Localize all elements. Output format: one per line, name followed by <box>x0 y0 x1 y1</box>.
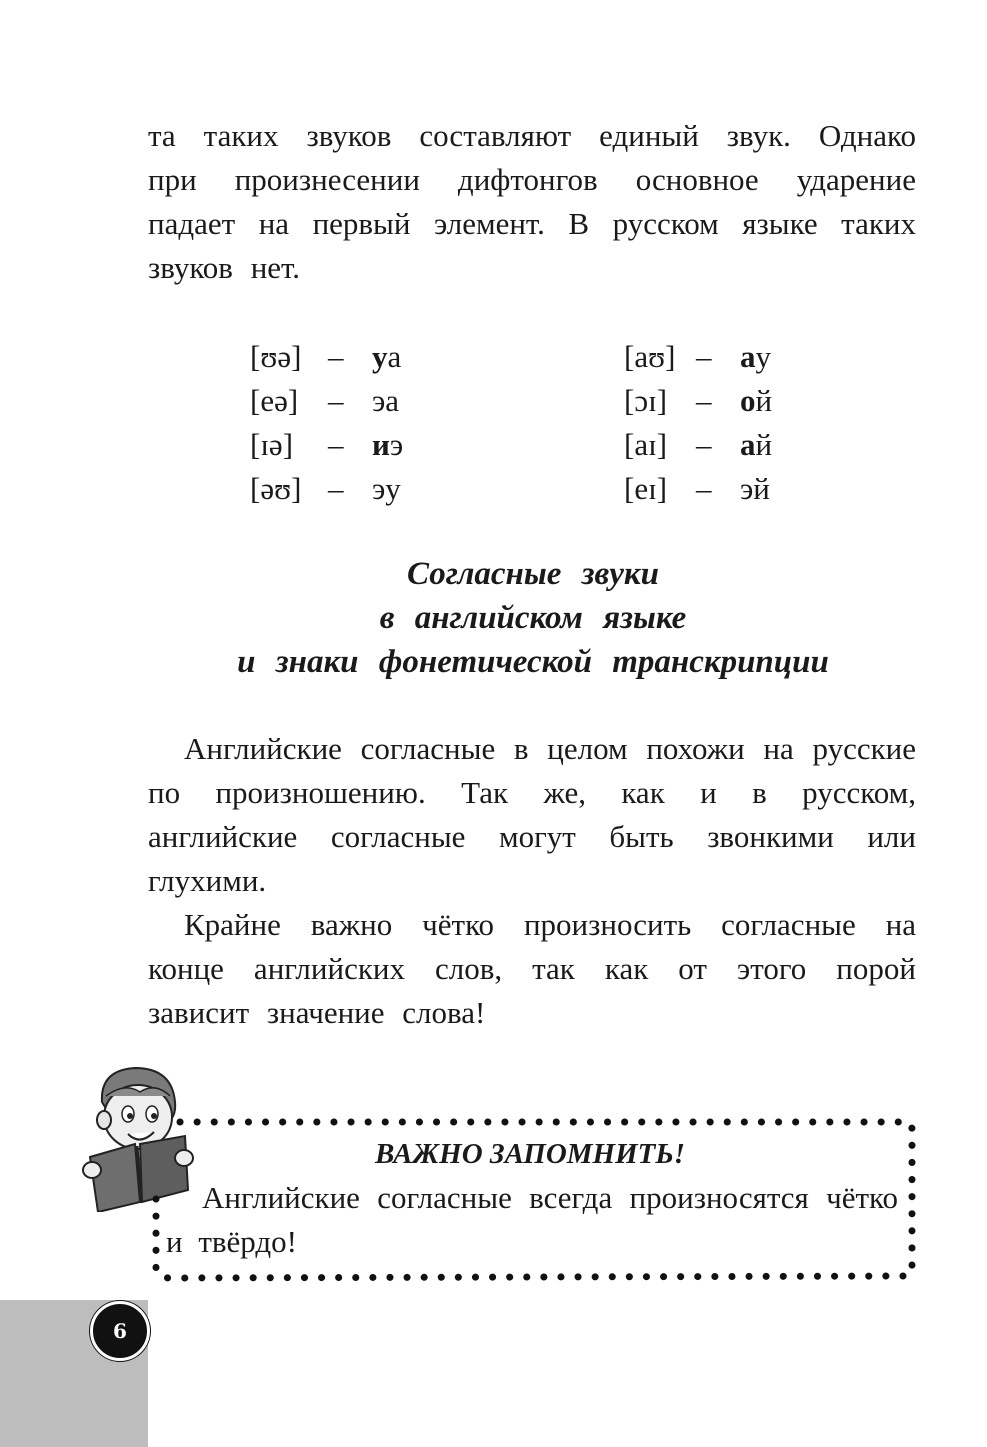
heading-line: Согласные звуки <box>406 556 660 592</box>
note-text: Английские согласные всегда произносятся чётко и твёрдо! <box>166 1180 898 1259</box>
stressed-letter: а <box>740 339 756 374</box>
dash: – <box>696 427 712 462</box>
unstressed-letters: у <box>755 339 771 374</box>
dash: – <box>328 427 344 462</box>
ipa-symbol: [eɪ] <box>624 471 668 506</box>
russian-approximation <box>740 467 770 511</box>
russian-approximation <box>740 335 771 379</box>
dash: – <box>696 471 712 506</box>
ipa-symbol: [ɪə] <box>250 427 294 462</box>
diphthong-row <box>250 335 810 379</box>
unstressed-letters: й <box>755 383 773 418</box>
russian-approximation <box>372 335 401 379</box>
section-heading <box>148 552 918 684</box>
diphthong-table <box>250 335 810 511</box>
russian-approximation <box>372 379 399 423</box>
dash: – <box>328 339 344 374</box>
paragraph: Крайне важно чётко произносить согласные на конце английских слов, так как от этого порой зависит значение слова! <box>148 907 916 1030</box>
stressed-letter: о <box>740 383 756 418</box>
ipa-symbol: [aɪ] <box>624 427 668 462</box>
stressed-letter: у <box>372 339 388 374</box>
diphthong-row <box>250 423 810 467</box>
body-paragraphs <box>148 727 916 1035</box>
diphthong-row <box>250 467 810 511</box>
intro-paragraph <box>148 114 916 290</box>
russian-approximation <box>740 423 772 467</box>
dash: – <box>696 383 712 418</box>
ipa-symbol: [eə] <box>250 383 299 418</box>
russian-approximation <box>372 467 401 511</box>
stressed-letter: и <box>372 427 390 462</box>
stressed-letter: а <box>740 427 756 462</box>
russian-approximation <box>740 379 772 423</box>
unstressed-letters: й <box>755 427 773 462</box>
dash: – <box>696 339 712 374</box>
ipa-symbol: [aʊ] <box>624 339 676 374</box>
heading-line: в английском языке <box>379 600 687 636</box>
page-number: 6 <box>90 1301 150 1361</box>
russian-approximation <box>372 423 403 467</box>
unstressed-letters: э <box>389 427 404 462</box>
unstressed-letters: а <box>387 339 402 374</box>
ipa-symbol: [ɔɪ] <box>624 383 668 418</box>
note-box <box>150 1118 910 1278</box>
dash: – <box>328 383 344 418</box>
ipa-symbol: [ʊə] <box>250 339 302 374</box>
intro-text: та таких звуков составляют единый звук. Однако при произнесении дифтонгов основное ударение падает на первый элемент. В русском языке таких звуков нет. <box>148 118 916 285</box>
heading-line: и знаки фонетической транскрипции <box>237 644 829 680</box>
dash: – <box>328 471 344 506</box>
unstressed-letters: эй <box>740 471 770 506</box>
ipa-symbol: [əʊ] <box>250 471 302 506</box>
paragraph: Английские согласные в целом похожи на русские по произношению. Так же, как и в русском, английские согласные могут быть звонкими или глухими. <box>148 731 916 898</box>
unstressed-letters: эу <box>372 471 401 506</box>
unstressed-letters: эа <box>372 383 400 418</box>
diphthong-row <box>250 379 810 423</box>
note-title: ВАЖНО ЗАПОМНИТЬ! <box>374 1138 686 1170</box>
